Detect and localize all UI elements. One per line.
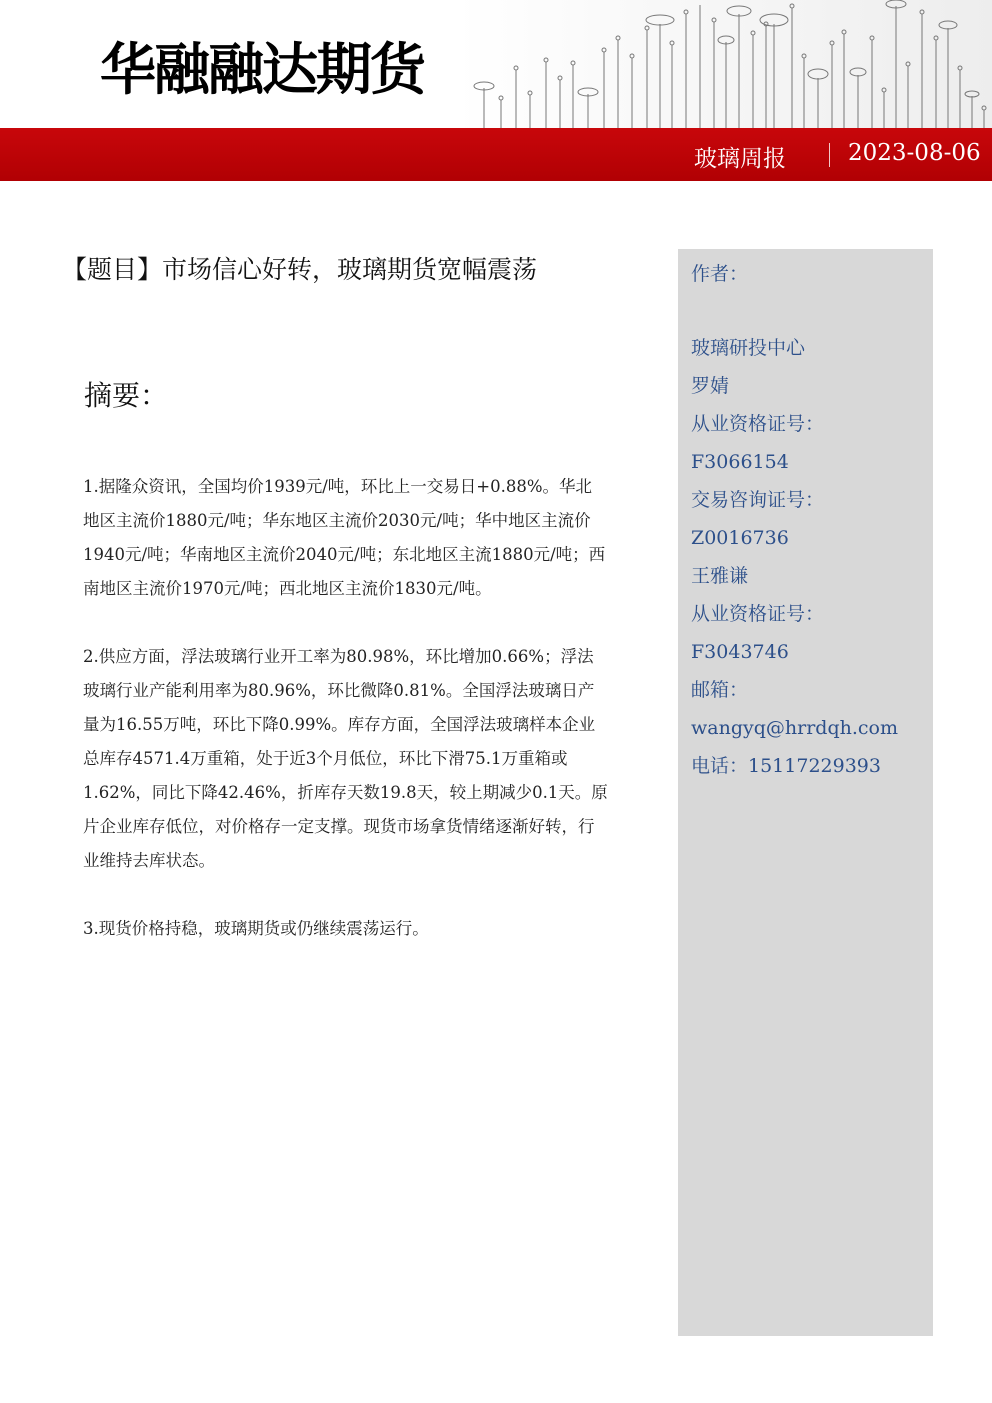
sidebar-line: 邮箱： bbox=[691, 679, 749, 701]
email-link[interactable]: wangyq@hrrdqh.com bbox=[691, 717, 898, 739]
brand-logo-text: 华融融达期货 bbox=[100, 38, 424, 103]
summary-paragraph: 1.据隆众资讯，全国均价1939元/吨，环比上一交易日+0.88%。华北地区主流价1880元/吨；华东地区主流价2030元/吨；华中地区主流价1940元/吨；华南地区主流价2040元/吨；东北地区主流1880元/吨；西南地区主流价1970元/吨；西北地区主流价1830元/吨。 bbox=[83, 477, 606, 598]
report-headline: 【题目】市场信心好转，玻璃期货宽幅震荡 bbox=[62, 255, 538, 284]
report-type: 玻璃周报 bbox=[694, 146, 786, 172]
sidebar-line: 罗婧 bbox=[691, 375, 730, 397]
sidebar-line: 王雅谦 bbox=[691, 565, 749, 587]
author-info-list bbox=[691, 329, 898, 785]
sidebar-line: Z0016736 bbox=[691, 527, 789, 549]
author-sidebar bbox=[678, 249, 933, 1336]
sidebar-line: F3066154 bbox=[691, 451, 789, 473]
summary-paragraph: 3.现货价格持稳，玻璃期货或仍继续震荡运行。 bbox=[83, 919, 429, 938]
header-band bbox=[0, 128, 992, 181]
sidebar-line: 从业资格证号： bbox=[691, 413, 825, 435]
report-date: 2023-08-06 bbox=[848, 140, 981, 166]
sidebar-line: 玻璃研投中心 bbox=[691, 337, 806, 359]
header-decoration bbox=[456, 0, 992, 128]
phone-line: 电话：15117229393 bbox=[691, 755, 881, 777]
summary-heading: 摘要： bbox=[84, 379, 169, 412]
author-label: 作者： bbox=[691, 263, 749, 285]
summary-body bbox=[83, 470, 608, 980]
sidebar-line: F3043746 bbox=[691, 641, 789, 663]
summary-paragraph: 2.供应方面，浮法玻璃行业开工率为80.98%，环比增加0.66%；浮法玻璃行业产能利用率为80.96%，环比微降0.81%。全国浮法玻璃日产量为16.55万吨，环比下降0.99%。库存方面，全国浮法玻璃样本企业总库存4571.4万重箱，处于近3个月低位，环比下滑75.1万重箱或1.62%，同比下降42.46%，折库存天数19.8天，较上期减少0.1天。原片企业库存低位，对价格存一定支撑。现货市场拿货情绪逐渐好转，行业维持去库状态。 bbox=[83, 647, 608, 870]
sidebar-line: 从业资格证号： bbox=[691, 603, 825, 625]
sidebar-line: 交易咨询证号： bbox=[691, 489, 825, 511]
divider bbox=[829, 143, 830, 167]
